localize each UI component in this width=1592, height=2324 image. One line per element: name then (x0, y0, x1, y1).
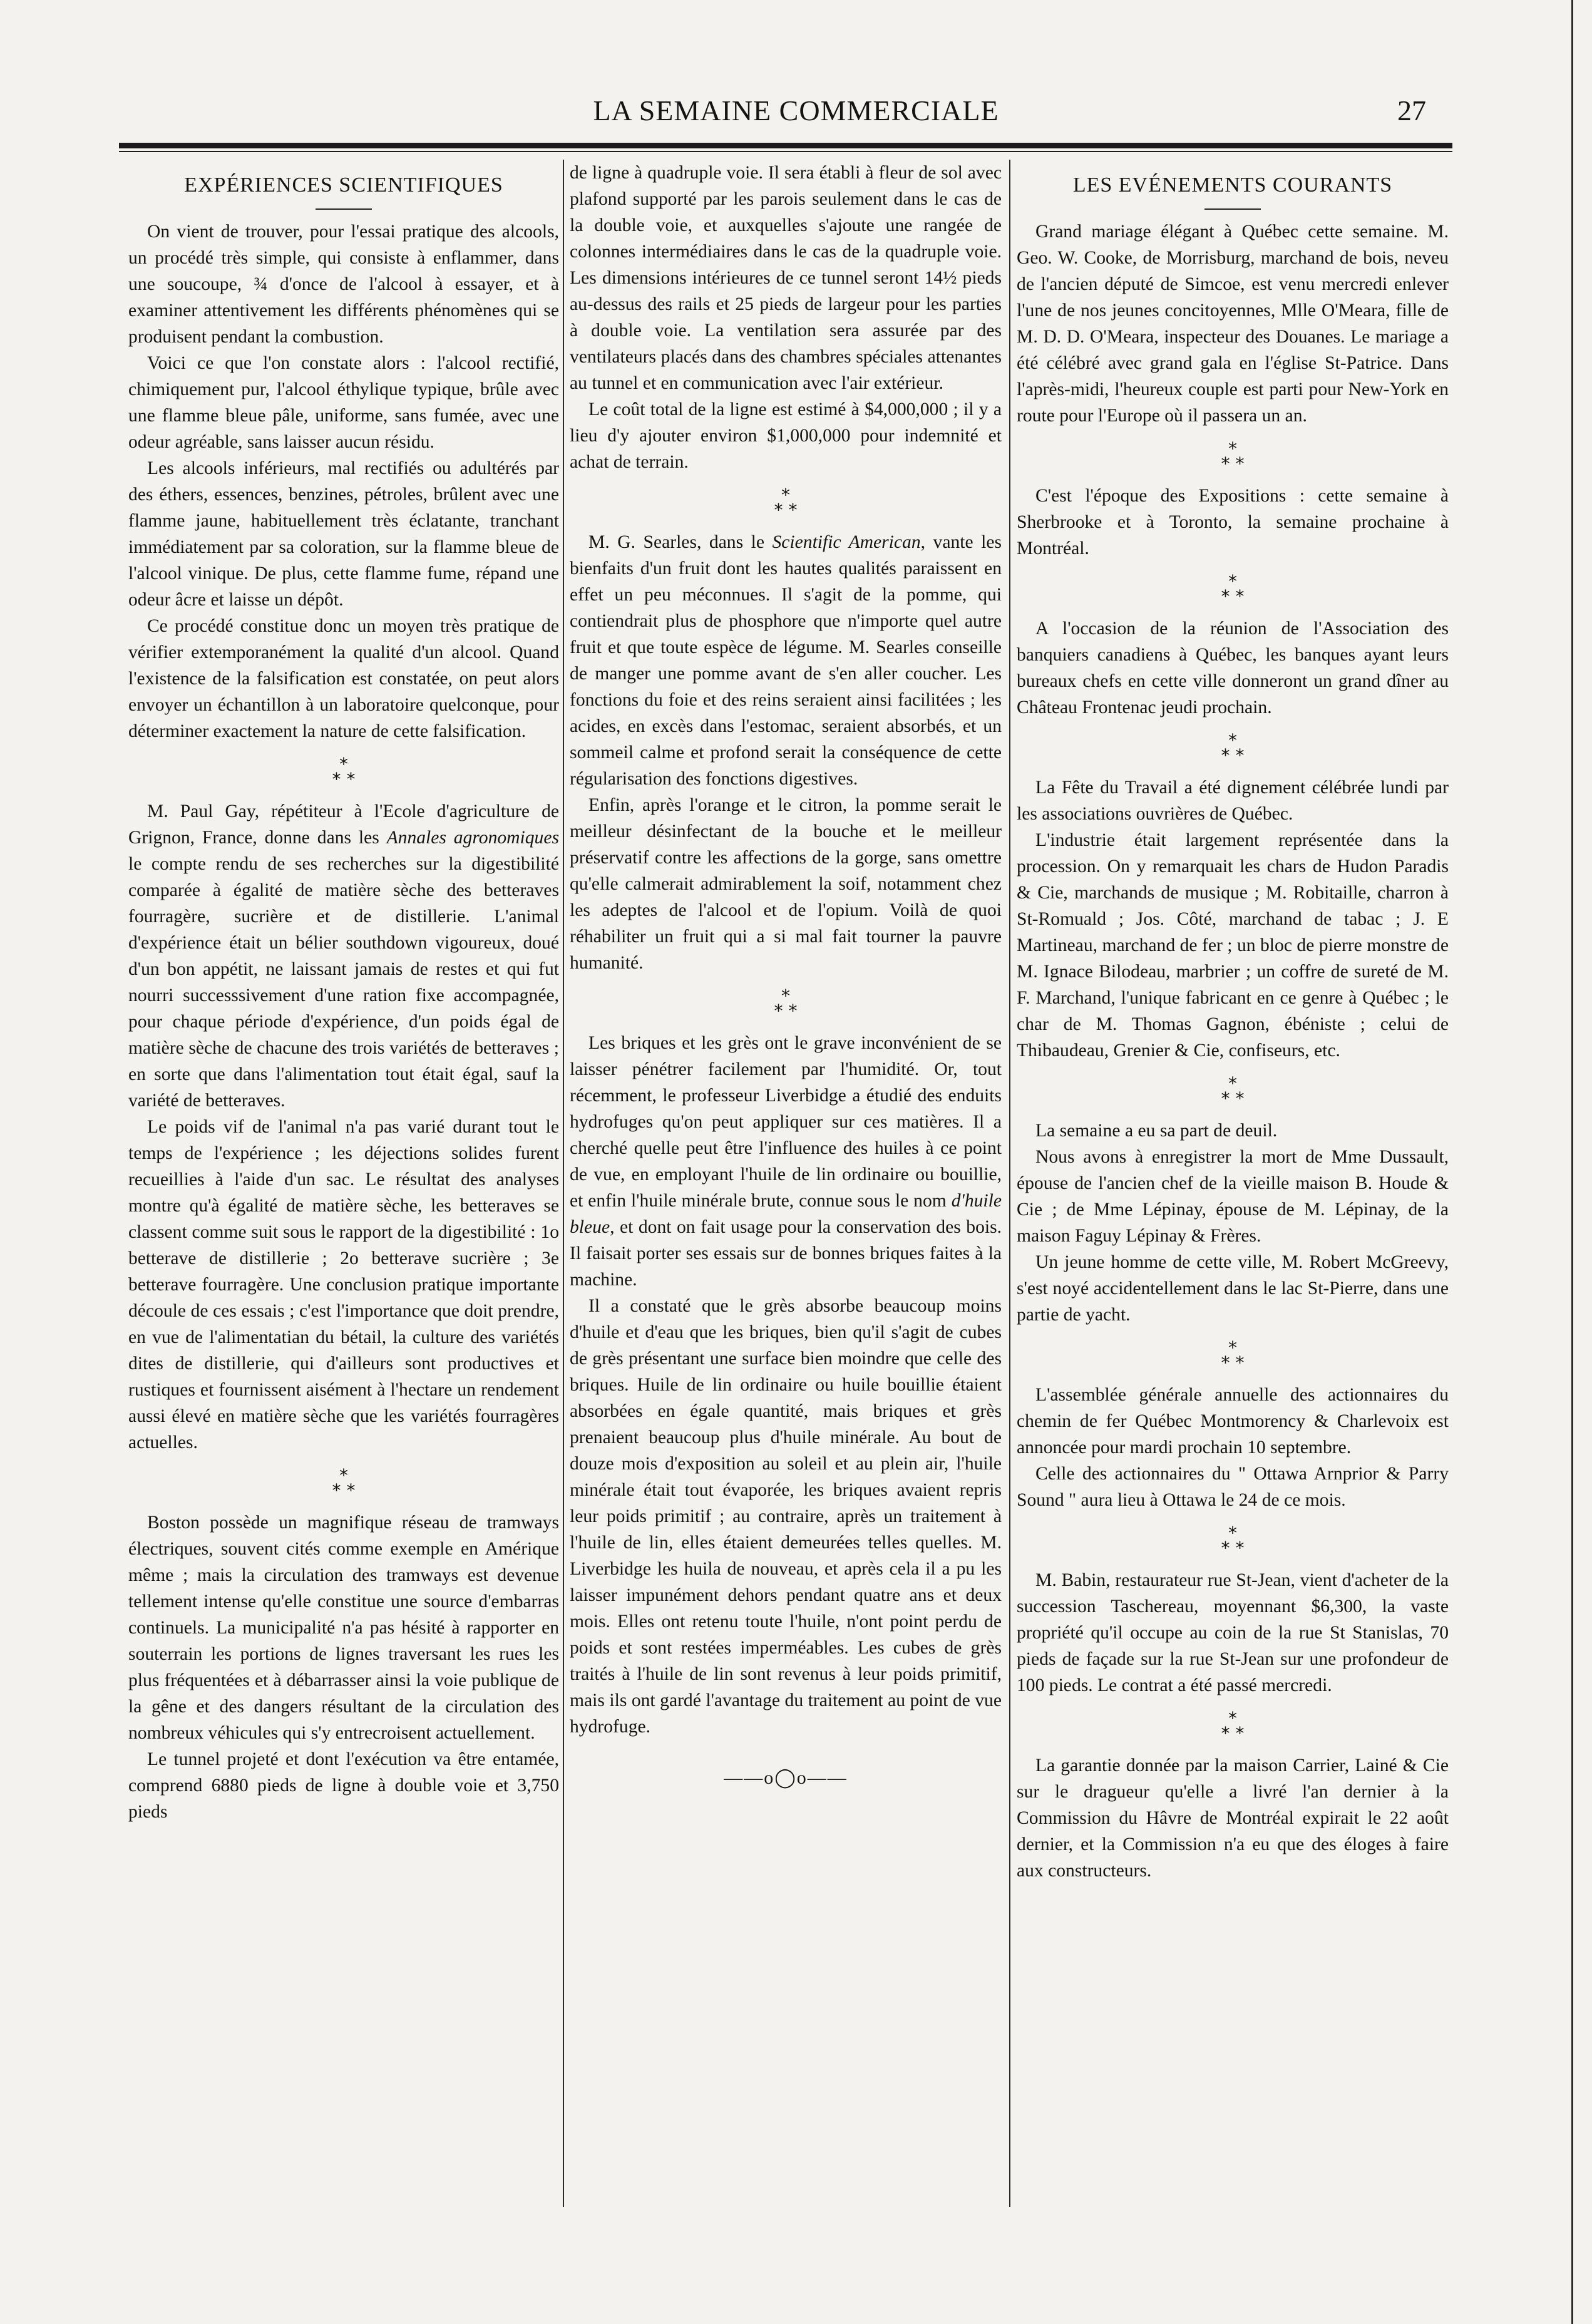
column-3 (1017, 160, 1449, 2232)
article-paragraph: Boston possède un magnifique réseau de tramways électriques, souvent cités comme exemple en Amérique même ; mais la circulation des tramways est devenue tellement intense qu'elle constitue une source d'embarras continuels. La municipalité n'a pas hésité à rapporter en souterrain les portions de lignes traversant les rues les plus fréquentées et à débarrasser ainsi la voie publique de la gêne et des dangers résultant de la circulation des nombreux véhicules qui s'y entrecroisent actuellement. (128, 1513, 559, 1743)
article-paragraph: Enfin, après l'orange et le citron, la pomme serait le meilleur désinfectant de la bouche et le meilleur préservatif contre les affections de la gorge, sans omettre qu'elle calmerait admirablement la soif, notamment chez les adeptes de l'alcool et de l'opium. Voilà de quoi réhabiliter un fruit qui a si mal fait tourner la pauvre humanité. (570, 795, 1002, 973)
article-paragraph: On vient de trouver, pour l'essai pratique des alcools, un procédé très simple, qui consiste à enflammer, dans une soucoupe, ¾ d'once de l'alcool à essayer, et à examiner attentivement les différents phénomènes qui se produisent pendant la combustion. (128, 222, 559, 347)
article-paragraph: Il a constaté que le grès absorbe beaucoup moins d'huile et d'eau que les briques, bien qu'il s'agit de cubes de grès présentant une surface bien moindre que celle des briques. Huile de lin ordinaire ou huile bouillie étaient absorbées en égale quantité, mais briques et grès prenaient beaucoup plus d'huile minérale. Au bout de douze mois d'exposition au soleil et au plein air, l'huile minérale était tout évaporée, les briques avaient repris leur poids primitif ; au contraire, après un traitement à l'huile de lin, elles étaient demeurées telles quelles. M. Liverbidge les huila de nouveau, et après cela il a pu les laisser impunément dehors pendant quatre ans et deux mois. Elles ont retenu toute l'huile, n'ont point perdu de poids et sont restées imperméables. Les cubes de grès traités à l'huile de lin sont revenus à leur poids primitif, mais ils ont gardé l'avantage du traitement au point de vue hydrofuge. (570, 1296, 1002, 1737)
publication-name: Annales agronomiques (386, 828, 559, 848)
page-number: 27 (1397, 95, 1426, 126)
news-item: A l'occasion de la réunion de l'Association des banquiers canadiens à Québec, les banques ayant leurs bureaux chefs en cette ville donneront un grand dîner au Château Frontenac jeudi prochain. (1017, 619, 1449, 717)
section-dash (1204, 208, 1261, 210)
article-paragraph: M. G. Searles, dans le Scientific American, vante les bienfaits d'un fruit dont les hautes qualités paraissent en effet un peu méconnues. Il s'agit de la pomme, qui contiendrait plus de phosphore que n'importe quel autre fruit et que toute espèce de légume. M. Searles conseille de manger une pomme avant de s'en aller coucher. Les fonctions du foie et des reins seraient ainsi facilitées ; les acides, en excès dans l'estomac, seraient absorbés, et un sommeil calme et profond serait la conséquence de cette régularisation des fonctions digestives. (570, 532, 1002, 789)
asterism-separator: * * * (1221, 571, 1245, 607)
article-paragraph: Le poids vif de l'animal n'a pas varié durant tout le temps de l'expérience ; les déjections solides furent recueillies à l'aide d'un sac. Le résultat des analyses montre qu'à égalité de matière sèche, les betteraves se classent comme suit sous le rapport de la digestibilité : 1o betterave de distillerie ; 2o betterave sucrière ; 3e betterave fourragère. Une conclusion pratique importante découle de ces essais ; c'est l'importance que doit prendre, en vue de l'alimentatian du bétail, la culture des variétés dites de distillerie, qui d'ailleurs sont productives et rustiques et fournissent aisément à l'hectare un rendement aussi élevé en matière sèche que les variétés fourragères actuelles. (128, 1117, 559, 1452)
asterism-separator: * * * (332, 754, 356, 789)
column-divider-1 (563, 160, 564, 2207)
asterism-separator: * * * (1221, 1708, 1245, 1744)
asterism-separator: * * * (332, 1465, 356, 1501)
section-dash (316, 208, 372, 210)
asterism-separator: * * * (1221, 1073, 1245, 1109)
news-item: L'assemblée générale annuelle des actionnaires du chemin de fer Québec Montmorency & Charlevoix est annoncée pour mardi prochain 10 septembre. (1017, 1385, 1449, 1458)
article-paragraph: M. Paul Gay, répétiteur à l'Ecole d'agriculture de Grignon, France, donne dans les Annales agronomiques le compte rendu de ses recherches sur la digestibilité comparée à égalité de matière sèche des betteraves fourragère, sucrière et de distillerie. L'animal d'expérience était un bélier southdown vigoureux, doué d'un bon appétit, ne laissant jamais de restes et qui fut nourri successsivement d'une ration fixe accompagnée, pour chaque période d'expérience, d'un poids égal de matière sèche de chacune des trois variétés de betteraves ; en sorte que dans l'alimentation tout était égal, sauf la variété de betteraves. (128, 801, 559, 1111)
publication-name: Scientific American (772, 532, 921, 552)
section-title-experiences: EXPÉRIENCES SCIENTIFIQUES (184, 173, 503, 197)
news-item: Un jeune homme de cette ville, M. Robert McGreevy, s'est noyé accidentellement dans le lac St-Pierre, dans une partie de yacht. (1017, 1252, 1449, 1325)
article-paragraph: Le tunnel projeté et dont l'exécution va être entamée, comprend 6880 pieds de ligne à double voie et 3,750 pieds (128, 1749, 559, 1822)
news-item: M. Babin, restaurateur rue St-Jean, vient d'acheter de la succession Taschereau, moyennant $6,300, la vaste propriété qu'il occupe au coin de la rue St Stanislas, 70 pieds de façade sur la rue St-Jean sur une profondeur de 100 pieds. Le contrat a été passé mercredi. (1017, 1570, 1449, 1695)
page-edge (1571, 0, 1592, 2324)
article-paragraph: Voici ce que l'on constate alors : l'alcool rectifié, chimiquement pur, l'alcool éthylique typique, brûle avec une flamme bleue pâle, uniforme, sans fumée, avec une odeur agréable, sans laisser aucun résidu. (128, 353, 559, 452)
asterism-separator: * * * (774, 985, 798, 1021)
article-paragraph: Ce procédé constitue donc un moyen très pratique de vérifier extemporanément la qualité d'un alcool. Quand l'existence de la falsification est constatée, on peut alors envoyer un échantillon à un laboratoire quelconque, pour déterminer exactement la nature de cette falsification. (128, 616, 559, 741)
news-item: Grand mariage élégant à Québec cette semaine. M. Geo. W. Cooke, de Morrisburg, marchand de bois, neveu de l'ancien député de Simcoe, est venu mercredi enlever l'une de nos jeunes concitoyennes, Mlle O'Meara, fille de M. D. D. O'Meara, inspecteur des Douanes. Le mariage a été célébré avec grand gala en l'église St-Patrice. Dans l'après-midi, l'heureux couple est parti pour New-York en route pour l'Europe où il passera un an. (1017, 222, 1449, 426)
news-item: La semaine a eu sa part de deuil. (1035, 1121, 1278, 1141)
asterism-separator: * * * (1221, 438, 1245, 474)
news-item: Nous avons à enregistrer la mort de Mme Dussault, épouse de l'ancien chef de la vieille maison B. Houde & Cie ; de Mme Lépinay, épouse de M. Lépinay, de la maison Faguy Lépinay & Frères. (1017, 1147, 1449, 1246)
publication-title: LA SEMAINE COMMERCIALE (593, 95, 999, 126)
asterism-separator: * * * (1221, 1337, 1245, 1373)
asterism-separator: * * * (1221, 730, 1245, 766)
asterism-separator: * * * (774, 485, 798, 520)
column-2 (570, 160, 1002, 2232)
news-item: La garantie donnée par la maison Carrier, Lainé & Cie sur le dragueur qu'elle a livré l'an dernier à la Commission du Hâvre de Montréal expirait le 22 août dernier, et la Commission n'a eu que des éloges à faire aux constructeurs. (1017, 1756, 1449, 1881)
column-divider-2 (1009, 160, 1010, 2207)
news-item: Celle des actionnaires du " Ottawa Arnprior & Parry Sound " aura lieu à Ottawa le 24 de ce mois. (1017, 1464, 1449, 1510)
news-item: C'est l'époque des Expositions : cette semaine à Sherbrooke et à Toronto, la semaine prochaine à Montréal. (1017, 486, 1449, 558)
product-name: d'huile bleue (570, 1191, 1002, 1237)
asterism-separator: * * * (1221, 1523, 1245, 1558)
header-rule-thin (119, 151, 1452, 152)
news-item: La Fête du Travail a été dignement célébrée lundi par les associations ouvrières de Québec. (1017, 778, 1449, 824)
article-paragraph: Les briques et les grès ont le grave inconvénient de se laisser pénétrer facilement par l'humidité. Or, tout récemment, le professeur Liverbidge a étudié des enduits hydrofuges qu'on peut appliquer sur ces matières. Il a cherché quelle peut être l'influence des huiles à ce point de vue, en employant l'huile de lin ordinaire ou bouillie, et enfin l'huile minérale brute, connue sous le nom d'huile bleue, et dont on fait usage pour la conservation des bois. Il faisait porter ses essais sur de bonnes briques faites à la machine. (570, 1033, 1002, 1290)
end-ornament: ——o◯o—— (724, 1767, 848, 1788)
article-paragraph: Le coût total de la ligne est estimé à $4,000,000 ; il y a lieu d'y ajouter environ $1,000,000 pour indemnité et achat de terrain. (570, 399, 1002, 472)
header-rule-thick (119, 143, 1452, 148)
section-title-evenements: LES EVÉNEMENTS COURANTS (1072, 173, 1393, 197)
column-1 (128, 160, 559, 2232)
page-header (0, 94, 1592, 131)
article-paragraph: de ligne à quadruple voie. Il sera établi à fleur de sol avec plafond supporté par les parois seulement dans le cas de la double voie, et auxquelles s'ajoute une rangée de colonnes intermédiaires dans le cas de la quadruple voie. Les dimensions intérieures de ce tunnel seront 14½ pieds au-dessus des rails et 25 pieds de largeur pour les parties à double voie. La ventilation sera assurée par des ventilateurs placés dans des chambres spéciales attenantes au tunnel et en communication avec l'air extérieur. (570, 163, 1002, 393)
article-paragraph: Les alcools inférieurs, mal rectifiés ou adultérés par des éthers, essences, benzines, pétroles, brûlent avec une flamme jaune, habituellement très éclatante, tranchant immédiatement par sa coloration, sur la flamme bleue de l'alcool vinique. De plus, cette flamme fume, répand une odeur âcre et laisse un dépôt. (128, 458, 559, 610)
news-item: L'industrie était largement représentée dans la procession. On y remarquait les chars de Hudon Paradis & Cie, marchands de musique ; M. Robitaille, charron à St-Romuald ; Jos. Côté, marchand de tabac ; J. E Martineau, marchand de fer ; un bloc de pierre monstre de M. Ignace Bilodeau, marbrier ; un coffre de sureté de M. F. Marchand, l'unique fabricant en ce genre à Québec ; le char de M. Thomas Gagnon, ébéniste ; celui de Thibaudeau, Grenier & Cie, confiseurs, etc. (1017, 830, 1449, 1061)
